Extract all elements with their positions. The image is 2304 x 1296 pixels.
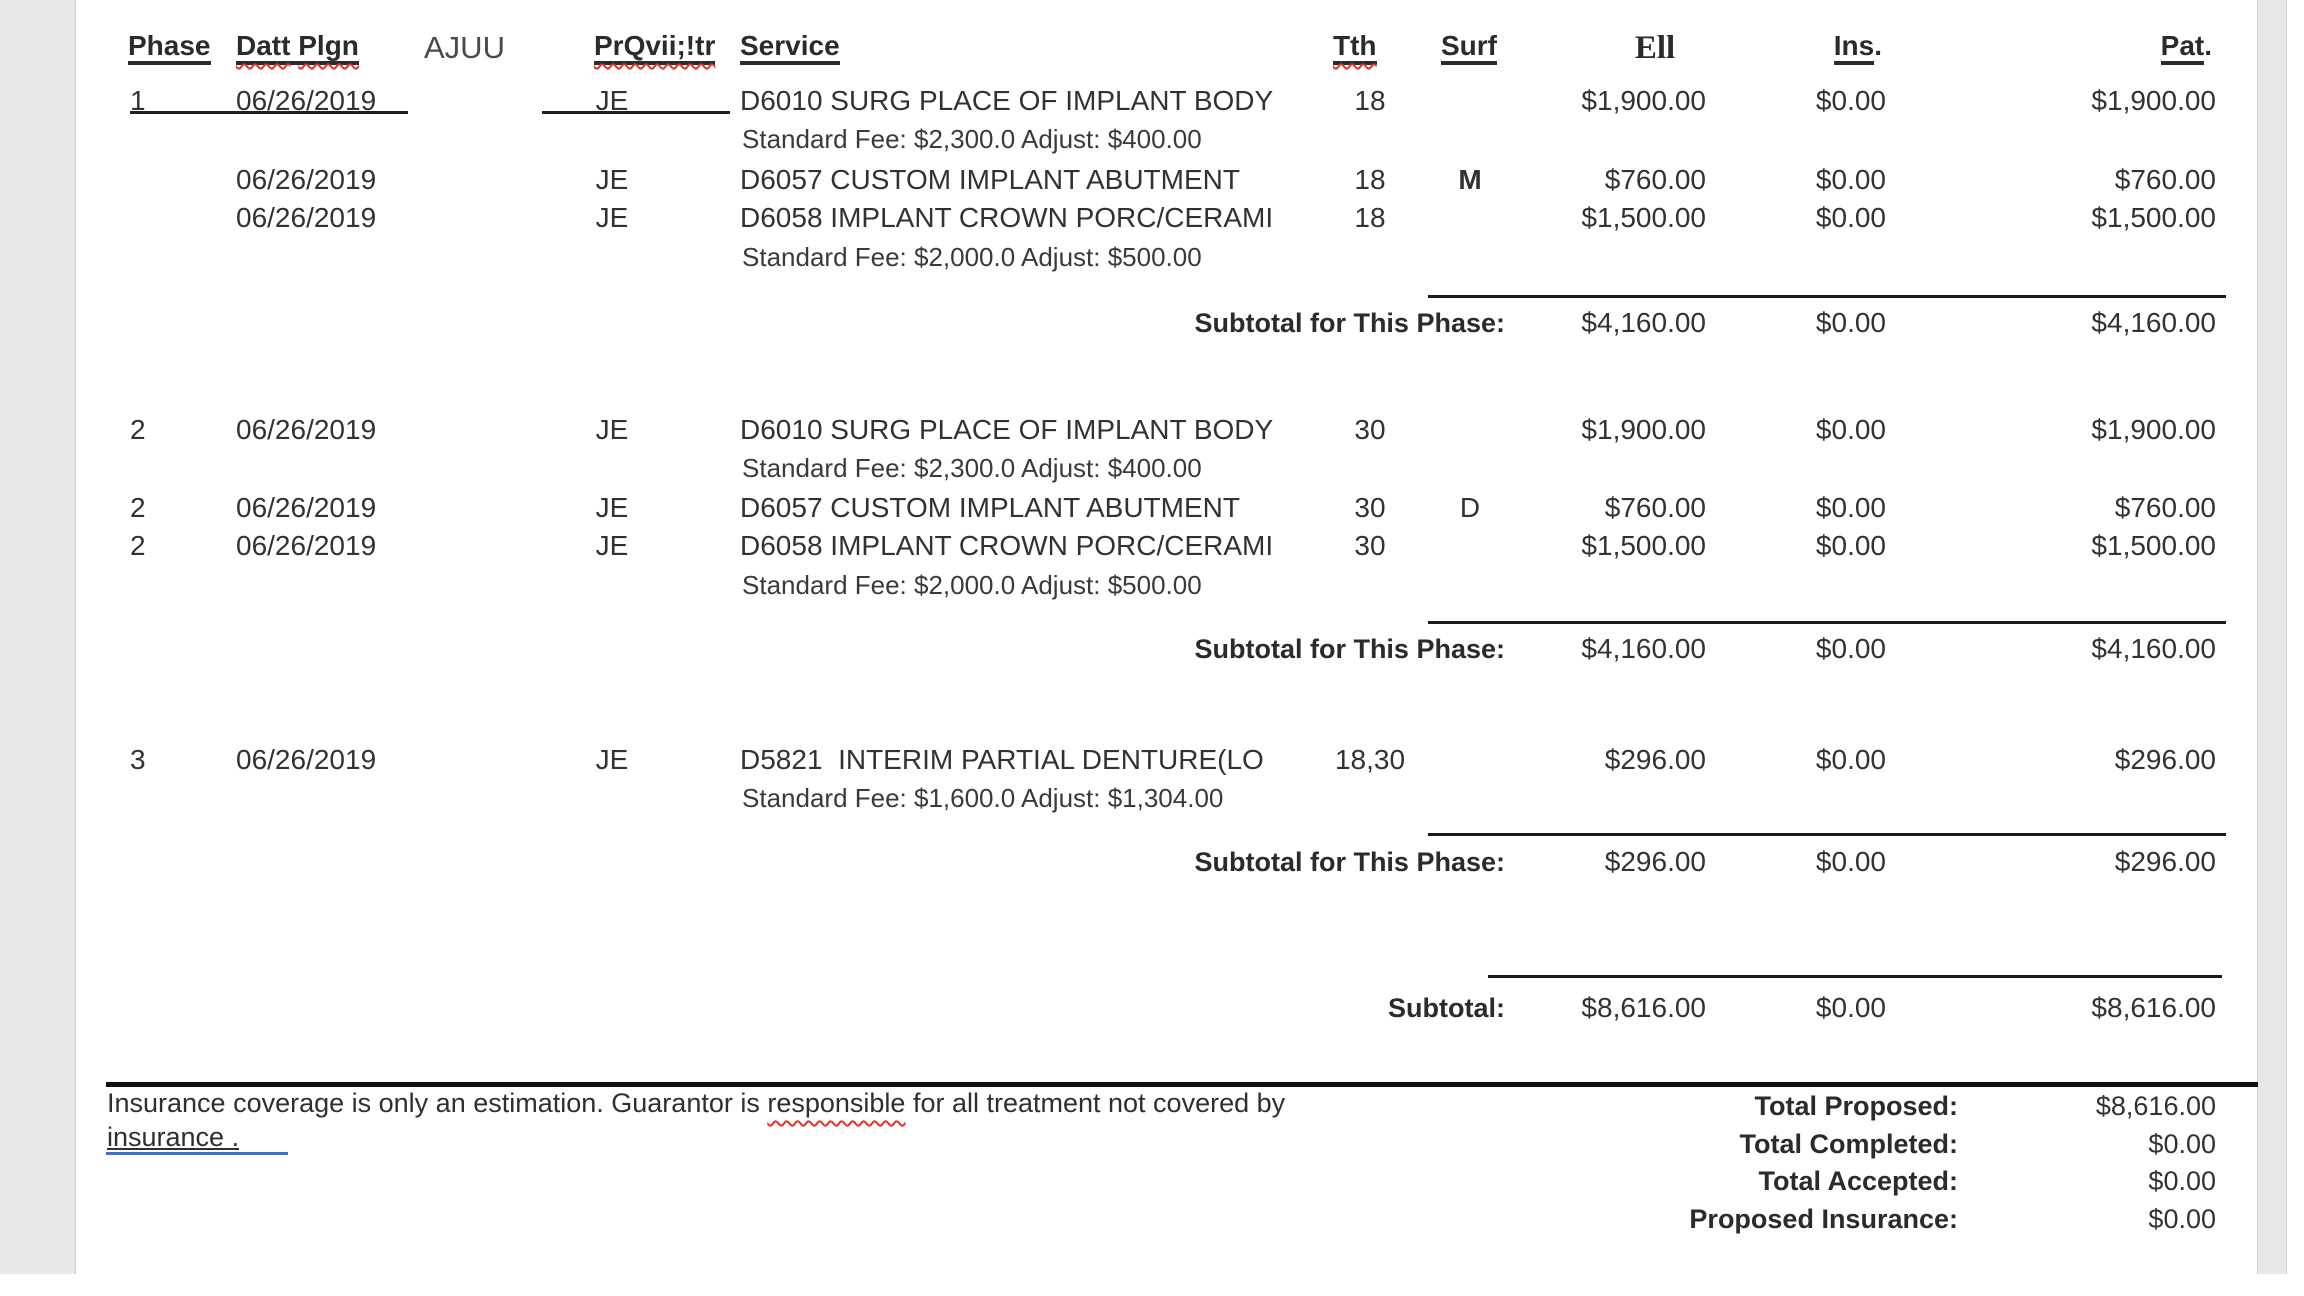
table-header	[0, 30, 2304, 74]
standard-fee-note-row	[0, 451, 2304, 485]
provider-cell: JE	[595, 85, 629, 116]
tooth-cell: 30	[1354, 530, 1386, 561]
phase-cell: 2	[130, 530, 146, 561]
subtotal-label: Subtotal for This Phase:	[1194, 634, 1505, 664]
provider-cell: JE	[595, 164, 629, 195]
total-value: $0.00	[2148, 1166, 2216, 1196]
provider-cell: JE	[595, 492, 629, 523]
insurance-cell: $0.00	[1815, 846, 1886, 877]
patient-cell: $296.00	[2114, 744, 2216, 775]
standard-fee-note-row	[0, 122, 2304, 156]
fee-cell: $1,500.00	[1581, 202, 1706, 233]
phase-subtotal-row	[0, 632, 2304, 666]
date-cell: 06/26/2019	[236, 530, 377, 561]
insurance-cell: $0.00	[1815, 633, 1886, 664]
service-cell: D6010 SURG PLACE OF IMPLANT BODY	[740, 414, 1274, 445]
table-row	[0, 743, 2304, 777]
tooth-cell: 18	[1354, 202, 1386, 233]
col-header-provider: PrQvii;!tr	[594, 30, 715, 65]
insurance-cell: $0.00	[1815, 307, 1886, 338]
date-cell: 06/26/2019	[236, 202, 377, 233]
grand-subtotal-divider-line	[1488, 975, 2222, 978]
tooth-cell: 18	[1354, 164, 1386, 195]
standard-fee-note: Standard Fee: $2,300.0 Adjust: $400.00	[742, 124, 1202, 154]
fee-cell: $760.00	[1604, 492, 1706, 523]
phase-subtotal-row	[0, 845, 2304, 879]
patient-cell: $1,500.00	[2091, 202, 2216, 233]
total-value: $8,616.00	[2095, 1091, 2216, 1121]
col-header-date: Datt Plgn	[236, 30, 359, 65]
patient-cell: $760.00	[2114, 164, 2216, 195]
phase-cell: 3	[130, 744, 146, 775]
service-cell: D6058 IMPLANT CROWN PORC/CERAMI	[740, 202, 1274, 233]
phase-cell: 2	[130, 492, 146, 523]
patient-cell: $296.00	[2114, 846, 2216, 877]
total-accepted-row	[0, 1164, 2304, 1198]
total-completed-row	[0, 1127, 2304, 1161]
total-label: Total Accepted:	[1758, 1166, 1958, 1196]
phase-subtotal-row	[0, 306, 2304, 340]
provider-cell: JE	[595, 202, 629, 233]
standard-fee-note: Standard Fee: $2,000.0 Adjust: $500.00	[742, 570, 1202, 600]
col-header-ajuu: AJUU	[424, 30, 505, 65]
insurance-cell: $0.00	[1815, 202, 1886, 233]
subtotal-divider-line	[1428, 621, 2226, 624]
col-header-patient: Pat.	[1960, 30, 2212, 65]
col-header-surface: Surf	[1441, 30, 1497, 65]
service-cell: D6058 IMPLANT CROWN PORC/CERAMI	[740, 530, 1274, 561]
tooth-cell: 18,30	[1334, 744, 1406, 775]
col-header-insurance: Ins.	[1704, 30, 1882, 65]
patient-cell: $760.00	[2114, 492, 2216, 523]
tooth-cell: 18	[1354, 85, 1386, 116]
disclaimer-text: for all treatment not covered by	[905, 1088, 1286, 1118]
fee-cell: $1,500.00	[1581, 530, 1706, 561]
patient-cell: $1,900.00	[2091, 85, 2216, 116]
insurance-cell: $0.00	[1815, 744, 1886, 775]
insurance-cell: $0.00	[1815, 85, 1886, 116]
fee-cell: $4,160.00	[1581, 633, 1706, 664]
service-cell: D5821 INTERIM PARTIAL DENTURE(LO	[740, 744, 1264, 775]
patient-cell: $1,900.00	[2091, 414, 2216, 445]
date-cell: 06/26/2019	[236, 85, 377, 116]
standard-fee-note: Standard Fee: $2,300.0 Adjust: $400.00	[742, 453, 1202, 483]
fee-cell: $1,900.00	[1581, 414, 1706, 445]
standard-fee-note-row	[0, 240, 2304, 274]
service-cell: D6010 SURG PLACE OF IMPLANT BODY	[740, 85, 1274, 116]
table-row	[0, 413, 2304, 447]
service-cell: D6057 CUSTOM IMPLANT ABUTMENT	[740, 492, 1240, 523]
col-header-service: Service	[740, 30, 840, 65]
date-cell: 06/26/2019	[236, 164, 377, 195]
patient-cell: $8,616.00	[2091, 992, 2216, 1023]
phase-cell: 2	[130, 414, 146, 445]
total-value: $0.00	[2148, 1129, 2216, 1159]
standard-fee-note-row	[0, 568, 2304, 602]
tooth-cell: 30	[1354, 414, 1386, 445]
standard-fee-note-row	[0, 781, 2304, 815]
grand-subtotal-label: Subtotal:	[1388, 993, 1505, 1023]
subtotal-divider-line	[1428, 295, 2226, 298]
standard-fee-note: Standard Fee: $2,000.0 Adjust: $500.00	[742, 242, 1202, 272]
phase-cell: 1	[130, 85, 146, 116]
total-proposed-row	[0, 1089, 2304, 1123]
fee-cell: $4,160.00	[1581, 307, 1706, 338]
insurance-cell: $0.00	[1815, 530, 1886, 561]
grand-subtotal-row	[0, 991, 2304, 1025]
fee-cell: $1,900.00	[1581, 85, 1706, 116]
fee-cell: $296.00	[1604, 846, 1706, 877]
total-label: Total Proposed:	[1754, 1091, 1958, 1121]
subtotal-divider-line	[1428, 833, 2226, 836]
proposed-insurance-row	[0, 1202, 2304, 1236]
date-cell: 06/26/2019	[236, 744, 377, 775]
fee-cell: $8,616.00	[1581, 992, 1706, 1023]
patient-cell: $4,160.00	[2091, 633, 2216, 664]
provider-cell: JE	[595, 530, 629, 561]
col-header-tooth: Tth	[1333, 30, 1377, 65]
insurance-cell: $0.00	[1815, 414, 1886, 445]
disclaimer-misspelled-word: responsible	[767, 1088, 906, 1118]
table-row	[0, 84, 2304, 118]
tooth-cell: 30	[1354, 492, 1386, 523]
table-row	[0, 201, 2304, 235]
fee-cell: $296.00	[1604, 744, 1706, 775]
patient-cell: $1,500.00	[2091, 530, 2216, 561]
table-row	[0, 491, 2304, 525]
insurance-cell: $0.00	[1815, 492, 1886, 523]
standard-fee-note: Standard Fee: $1,600.0 Adjust: $1,304.00	[742, 783, 1224, 813]
insurance-cell: $0.00	[1815, 164, 1886, 195]
table-row	[0, 163, 2304, 197]
service-cell: D6057 CUSTOM IMPLANT ABUTMENT	[740, 164, 1240, 195]
provider-cell: JE	[595, 744, 629, 775]
fee-cell: $760.00	[1604, 164, 1706, 195]
surface-cell: D	[1459, 492, 1481, 523]
patient-cell: $4,160.00	[2091, 307, 2216, 338]
insurance-link[interactable]: insurance .	[107, 1122, 240, 1152]
provider-cell: JE	[595, 414, 629, 445]
col-header-phase: Phase	[128, 30, 211, 65]
total-label: Total Completed:	[1739, 1129, 1958, 1159]
total-value: $0.00	[2148, 1204, 2216, 1234]
insurance-cell: $0.00	[1815, 992, 1886, 1023]
table-row	[0, 529, 2304, 563]
total-label: Proposed Insurance:	[1689, 1204, 1958, 1234]
subtotal-label: Subtotal for This Phase:	[1194, 847, 1505, 877]
disclaimer-text: Insurance coverage is only an estimation. Guarantor is	[107, 1088, 768, 1118]
date-cell: 06/26/2019	[236, 414, 377, 445]
subtotal-label: Subtotal for This Phase:	[1194, 308, 1505, 338]
surface-cell: M	[1458, 164, 1482, 195]
date-cell: 06/26/2019	[236, 492, 377, 523]
col-header-fee: Ell	[1634, 30, 1676, 66]
